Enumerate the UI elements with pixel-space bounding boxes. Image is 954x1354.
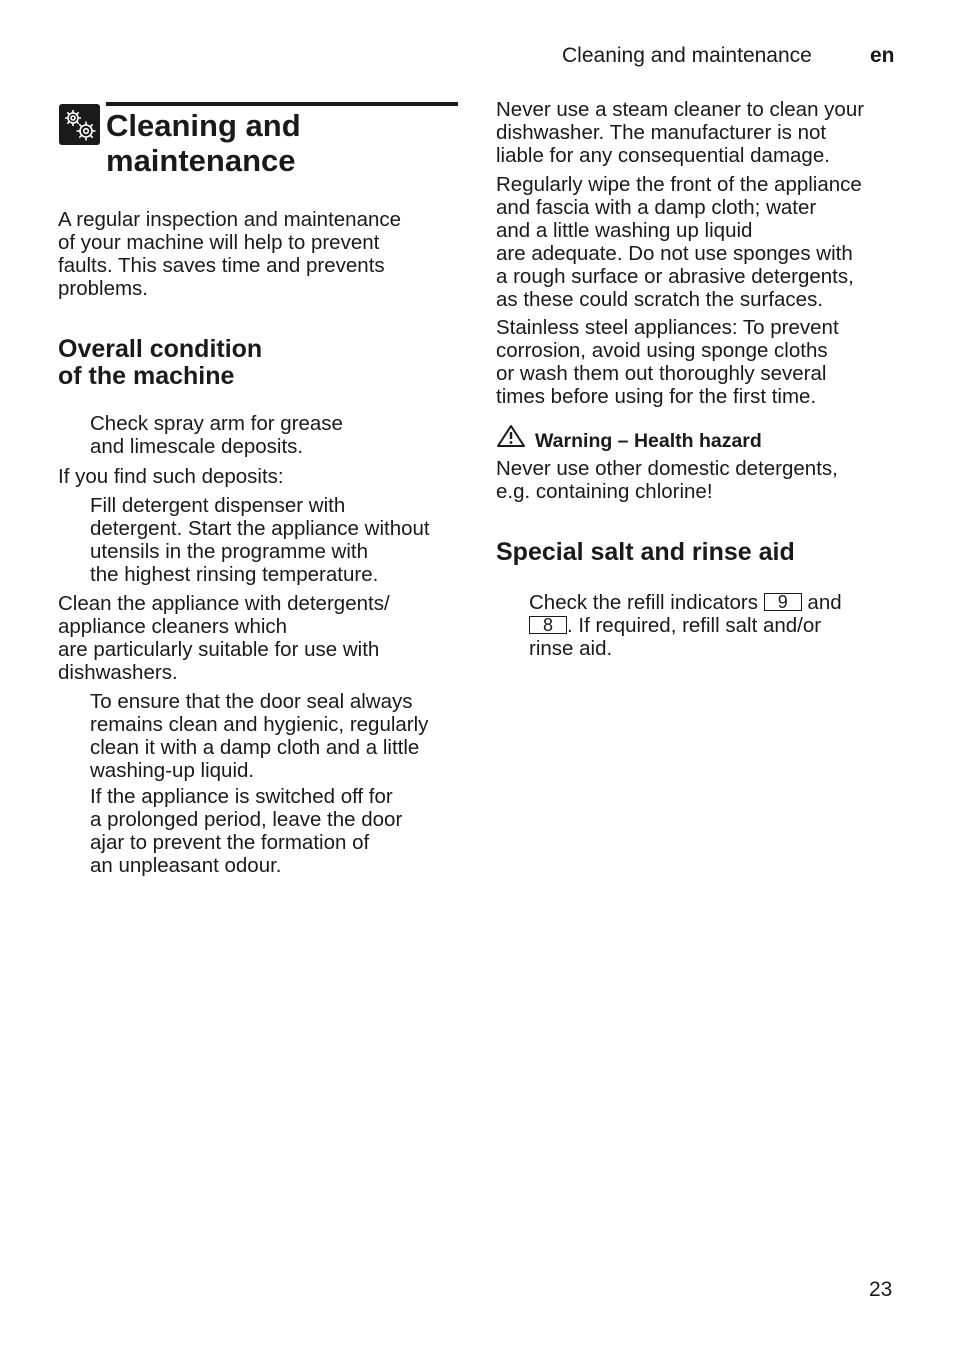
page-title: Cleaning and maintenance — [106, 108, 301, 178]
step-fill-detergent: Fill detergent dispenser with detergent. Start the appliance without utensils in the programme with the highest rinsing temperature. — [90, 494, 430, 586]
warning-text: Never use other domestic detergents, e.g. containing chlorine! — [496, 457, 838, 503]
if-found-text: If you find such deposits: — [58, 465, 284, 488]
steam-cleaner-paragraph: Never use a steam cleaner to clean your dishwasher. The manufacturer is not liable for any consequential damage. — [496, 98, 865, 167]
step-check-spray-arm: Check spray arm for grease and limescale deposits. — [90, 412, 343, 458]
title-rule — [106, 102, 458, 106]
indicator-ref-8: 8 — [529, 616, 567, 634]
running-header-language: en — [870, 44, 895, 67]
stainless-steel-paragraph: Stainless steel appliances: To prevent corrosion, avoid using sponge cloths or wash them out thoroughly several times before using for the first time. — [496, 316, 839, 408]
warning-title: Warning – Health hazard — [535, 430, 762, 452]
page-number: 23 — [869, 1278, 893, 1301]
switched-off-paragraph: If the appliance is switched off for a prolonged period, leave the door ajar to prevent the formation of an unpleasant odour. — [90, 785, 403, 877]
overall-condition-heading: Overall condition of the machine — [58, 335, 263, 390]
warning-triangle-icon — [496, 424, 528, 448]
intro-paragraph: A regular inspection and maintenance of your machine will help to prevent faults. This saves time and prevents problems. — [58, 208, 402, 300]
clean-appliance-paragraph: Clean the appliance with detergents/ appliance cleaners which are particularly suitable for use with dishwashers. — [58, 592, 390, 684]
door-seal-paragraph: To ensure that the door seal always remains clean and hygienic, regularly clean it with a damp cloth and a little washing-up liquid. — [90, 690, 429, 782]
running-header-section: Cleaning and maintenance — [562, 44, 812, 67]
special-salt-heading: Special salt and rinse aid — [496, 538, 795, 566]
refill-indicators-paragraph: Check the refill indicators 9 and 8 . If required, refill salt and/or rinse aid. — [529, 591, 842, 660]
wipe-front-paragraph: Regularly wipe the front of the appliance and fascia with a damp cloth; water and a little washing up liquid are adequate. Do not use sponges with a rough surface or abrasive detergents, as these could scratch the surfaces. — [496, 173, 862, 311]
maintenance-gear-icon — [59, 104, 100, 145]
indicator-ref-9: 9 — [764, 593, 802, 611]
